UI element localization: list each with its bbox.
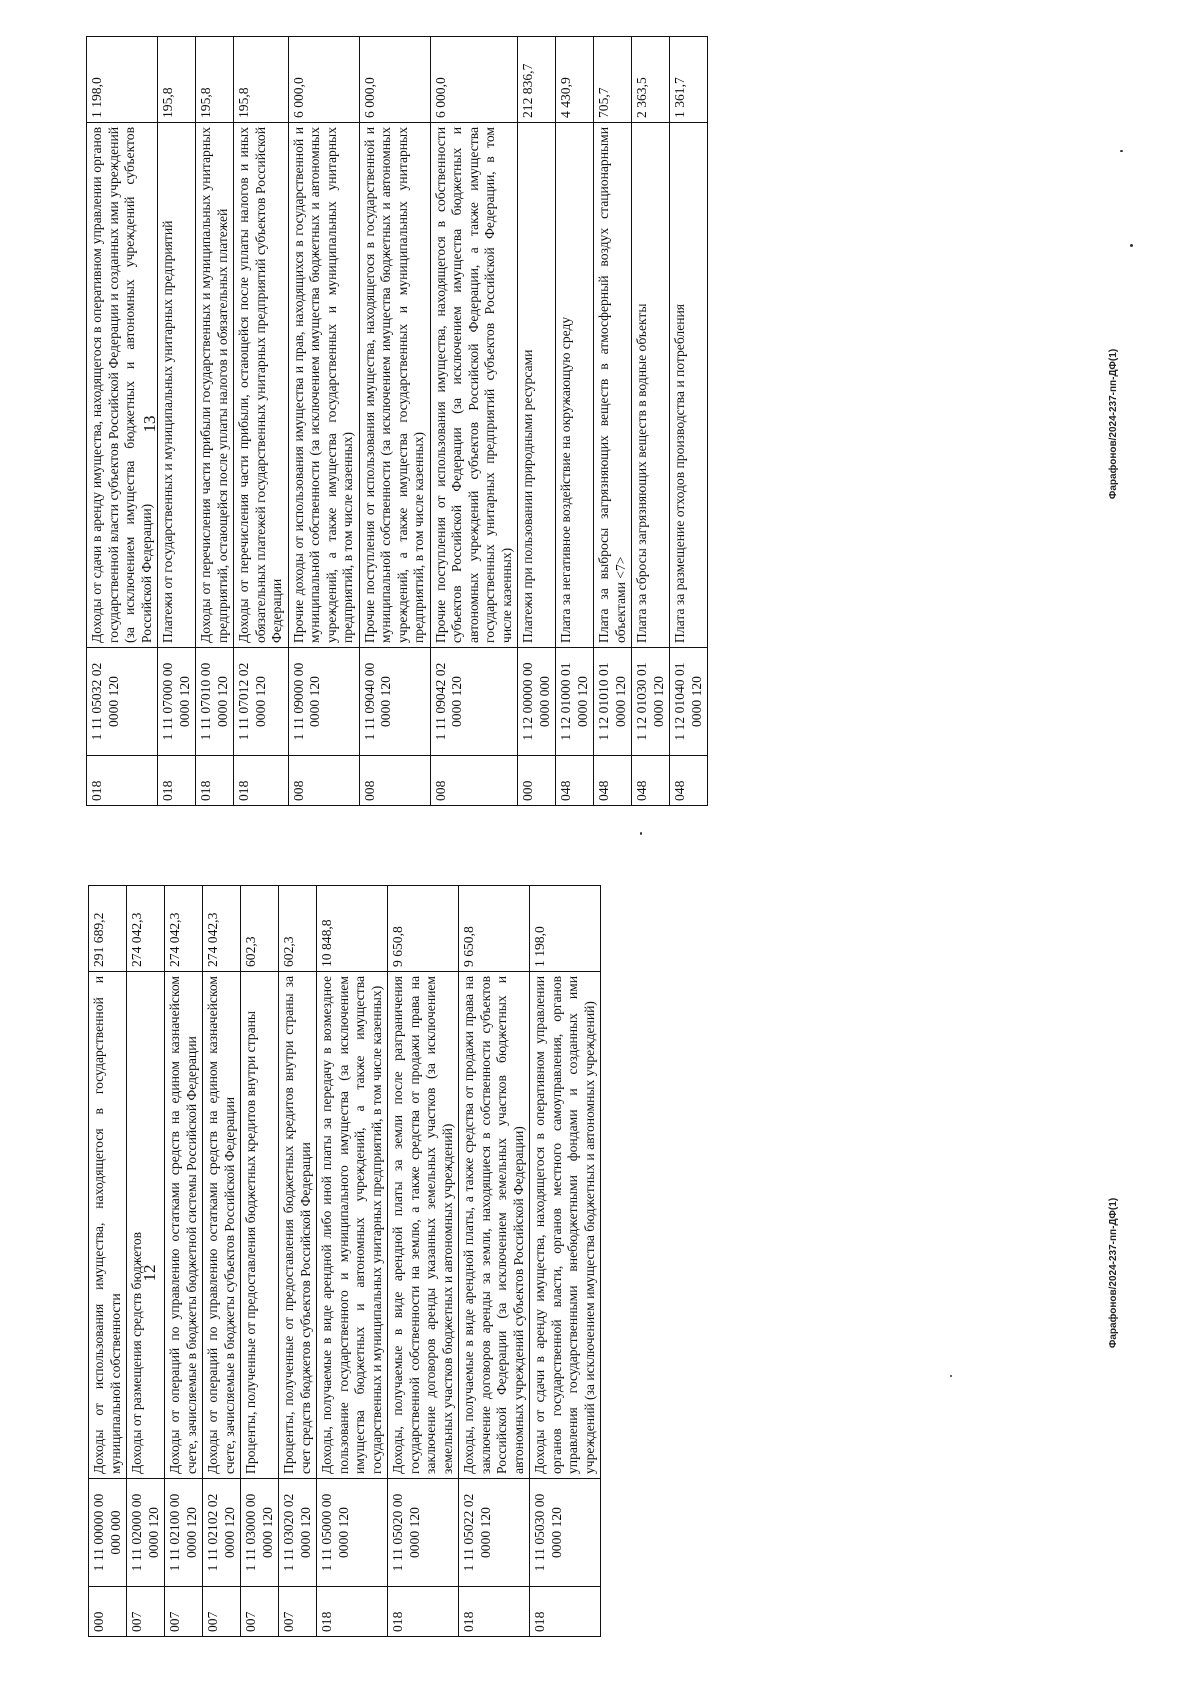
revenue-table: [86, 36, 708, 806]
table-row: [89, 886, 127, 1637]
table-row: [127, 886, 165, 1637]
kbk-cell: 1 11 07000 00 0000 120: [158, 648, 196, 756]
code-cell: 018: [196, 756, 234, 806]
amount-cell: 274 042,3: [127, 886, 165, 972]
table-row: [518, 37, 556, 806]
kbk-cell: 1 12 01030 01 0000 120: [632, 648, 670, 756]
code-cell: 048: [594, 756, 632, 806]
description-cell: Доходы от сдачи в аренду имущества, находящегося в оперативном управлении органов государственной власти, органов местного самоуправления, органов управления государственными внебюджетными фондами и созданных ими учреждений (за исключением имущества бюджетных и автономных учреждений): [530, 972, 601, 1479]
code-cell: 018: [459, 1587, 530, 1637]
kbk-cell: 1 11 02102 02 0000 120: [203, 1479, 241, 1587]
table-row: [632, 37, 670, 806]
kbk-cell: 1 11 02000 00 0000 120: [127, 1479, 165, 1587]
code-cell: 007: [203, 1587, 241, 1637]
amount-cell: 6 000,0: [430, 37, 518, 123]
code-cell: 018: [317, 1587, 388, 1637]
code-cell: 007: [127, 1587, 165, 1637]
code-cell: 008: [430, 756, 518, 806]
description-cell: Платежи при пользовании природными ресурсами: [518, 123, 556, 648]
kbk-cell: 1 11 07012 02 0000 120: [234, 648, 289, 756]
amount-cell: 1 198,0: [530, 886, 601, 972]
description-cell: Плата за выбросы загрязняющих веществ в атмосферный воздух стационарными объектами <7>: [594, 123, 632, 648]
amount-cell: 2 363,5: [632, 37, 670, 123]
kbk-cell: 1 12 01000 01 0000 120: [556, 648, 594, 756]
code-cell: 018: [530, 1587, 601, 1637]
code-cell: 018: [158, 756, 196, 806]
kbk-cell: 1 11 05022 02 0000 120: [459, 1479, 530, 1587]
kbk-cell: 1 11 09040 00 0000 120: [359, 648, 430, 756]
table-row: [165, 886, 203, 1637]
amount-cell: 195,8: [158, 37, 196, 123]
code-cell: 008: [288, 756, 359, 806]
description-cell: Плата за сбросы загрязняющих веществ в водные объекты: [632, 123, 670, 648]
description-cell: Прочие поступления от использования имущества, находящегося в государственной и муниципальной собственности (за исключением имущества бюджетных и автономных учреждений, а также имущества государственных и муниципальных унитарных предприятий, в том числе казенных): [359, 123, 430, 648]
kbk-cell: 1 11 00000 00 000 000: [89, 1479, 127, 1587]
code-cell: 018: [388, 1587, 459, 1637]
kbk-cell: 1 11 05000 00 0000 120: [317, 1479, 388, 1587]
description-cell: Плата за негативное воздействие на окружающую среду: [556, 123, 594, 648]
table-row: [158, 37, 196, 806]
amount-cell: 212 836,7: [518, 37, 556, 123]
table-row: [196, 37, 234, 806]
amount-cell: 291 689,2: [89, 886, 127, 972]
kbk-cell: 1 11 02100 00 0000 120: [165, 1479, 203, 1587]
amount-cell: 4 430,9: [556, 37, 594, 123]
description-cell: Плата за размещение отходов производства и потребления: [670, 123, 708, 648]
description-cell: Доходы от операций по управлению остатками средств на едином казначейском счете, зачисляемые в бюджеты субъектов Российской Федерации: [203, 972, 241, 1479]
amount-cell: 602,3: [241, 886, 279, 972]
kbk-cell: 1 11 05020 00 0000 120: [388, 1479, 459, 1587]
kbk-cell: 1 11 03020 02 0000 120: [279, 1479, 317, 1587]
amount-cell: 274 042,3: [203, 886, 241, 972]
kbk-cell: 1 11 09042 02 0000 120: [430, 648, 518, 756]
description-cell: Доходы от перечисления части прибыли, остающейся после уплаты налогов и иных обязательных платежей государственных унитарных предприятий субъектов Российской Федерации: [234, 123, 289, 648]
amount-cell: 9 650,8: [388, 886, 459, 972]
table-row: [388, 886, 459, 1637]
kbk-cell: 1 11 07010 00 0000 120: [196, 648, 234, 756]
description-cell: Прочие поступления от использования имущества, находящегося в собственности субъектов Российской Федерации (за исключением имущества бюджетных и автономных учреждений субъектов Российской Федерации, а также имущества государственных унитарных предприятий субъектов Российской Федерации, в том числе казенных): [430, 123, 518, 648]
table-row: [241, 886, 279, 1637]
amount-cell: 195,8: [196, 37, 234, 123]
table-row: [556, 37, 594, 806]
description-cell: Прочие доходы от использования имущества и прав, находящихся в государственной и муниципальной собственности (за исключением имущества бюджетных и автономных учреждений, а также имущества государственных и муниципальных унитарных предприятий, в том числе казенных): [288, 123, 359, 648]
table-row: [288, 37, 359, 806]
table-row: [459, 886, 530, 1637]
table-row: [234, 37, 289, 806]
table-row: [279, 886, 317, 1637]
code-cell: 048: [556, 756, 594, 806]
kbk-cell: 1 12 00000 00 0000 000: [518, 648, 556, 756]
description-cell: Доходы от сдачи в аренду имущества, находящегося в оперативном управлении органов государственной власти субъектов Российской Федерации и созданных ими учреждений (за исключением имущества бюджетных и автономных учреждений субъектов Российской Федерации): [87, 123, 158, 648]
code-cell: 018: [87, 756, 158, 806]
amount-cell: 6 000,0: [359, 37, 430, 123]
description-cell: Доходы, получаемые в виде арендной либо иной платы за передачу в возмездное пользование государственного и муниципального имущества (за исключением имущества бюджетных и автономных учреждений, а также имущества государственных и муниципальных унитарных предприятий, в том числе казенных): [317, 972, 388, 1479]
code-cell: 007: [279, 1587, 317, 1637]
table-row: [87, 37, 158, 806]
kbk-cell: 1 11 09000 00 0000 120: [288, 648, 359, 756]
description-cell: Доходы от использования имущества, находящегося в государственной и муниципальной собственности: [89, 972, 127, 1479]
amount-cell: 274 042,3: [165, 886, 203, 972]
code-cell: 007: [241, 1587, 279, 1637]
code-cell: 000: [89, 1587, 127, 1637]
page-number: 13: [140, 415, 159, 433]
page-number: 12: [140, 1264, 159, 1282]
page-12: [0, 849, 1200, 1697]
amount-cell: 705,7: [594, 37, 632, 123]
table-row: [359, 37, 430, 806]
table-row: [594, 37, 632, 806]
amount-cell: 1 361,7: [670, 37, 708, 123]
code-cell: 048: [632, 756, 670, 806]
amount-cell: 602,3: [279, 886, 317, 972]
code-cell: 000: [518, 756, 556, 806]
description-cell: Доходы от операций по управлению остатками средств на едином казначейском счете, зачисляемые в бюджеты бюджетной системы Российской Федерации: [165, 972, 203, 1479]
document-footer: Фарафонов/2024-237-пп-ДФ(1): [1108, 348, 1119, 500]
kbk-cell: 1 11 05030 00 0000 120: [530, 1479, 601, 1587]
table-row: [530, 886, 601, 1637]
amount-cell: 6 000,0: [288, 37, 359, 123]
amount-cell: 9 650,8: [459, 886, 530, 972]
kbk-cell: 1 11 05032 02 0000 120: [87, 648, 158, 756]
scan-speck: [640, 832, 642, 835]
scan-speck: [1130, 244, 1133, 247]
description-cell: Проценты, полученные от предоставления бюджетных кредитов внутри страны за счет средств бюджетов субъектов Российской Федерации: [279, 972, 317, 1479]
scan-speck: [950, 1375, 952, 1377]
amount-cell: 195,8: [234, 37, 289, 123]
code-cell: 018: [234, 756, 289, 806]
table-row: [203, 886, 241, 1637]
kbk-cell: 1 12 01040 01 0000 120: [670, 648, 708, 756]
description-cell: Доходы, получаемые в виде арендной платы, а также средства от продажи права на заключение договоров аренды за земли, находящиеся в собственности субъектов Российской Федерации (за исключением земельных участков бюджетных и автономных учреждений субъектов Российской Федерации): [459, 972, 530, 1479]
description-cell: Доходы от перечисления части прибыли государственных и муниципальных унитарных предприятий, остающейся после уплаты налогов и обязательных платежей: [196, 123, 234, 648]
table-row: [317, 886, 388, 1637]
kbk-cell: 1 12 01010 01 0000 120: [594, 648, 632, 756]
description-cell: Проценты, полученные от предоставления бюджетных кредитов внутри страны: [241, 972, 279, 1479]
kbk-cell: 1 11 03000 00 0000 120: [241, 1479, 279, 1587]
code-cell: 008: [359, 756, 430, 806]
description-cell: Доходы, получаемые в виде арендной платы за земли после разграничения государственной собственности на землю, а также средства от продажи права на заключение договоров аренды указанных земельных участков (за исключением земельных участков бюджетных и автономных учреждений): [388, 972, 459, 1479]
description-cell: Платежи от государственных и муниципальных унитарных предприятий: [158, 123, 196, 648]
table-row: [670, 37, 708, 806]
scan-speck: [1120, 150, 1123, 152]
code-cell: 007: [165, 1587, 203, 1637]
code-cell: 048: [670, 756, 708, 806]
revenue-table: [88, 885, 601, 1637]
page-13: [0, 0, 1200, 848]
table-row: [430, 37, 518, 806]
document-footer: Фарафонов/2024-237-пп-ДФ(1): [1108, 1197, 1119, 1349]
amount-cell: 10 848,8: [317, 886, 388, 972]
description-cell: Доходы от размещения средств бюджетов: [127, 972, 165, 1479]
amount-cell: 1 198,0: [87, 37, 158, 123]
